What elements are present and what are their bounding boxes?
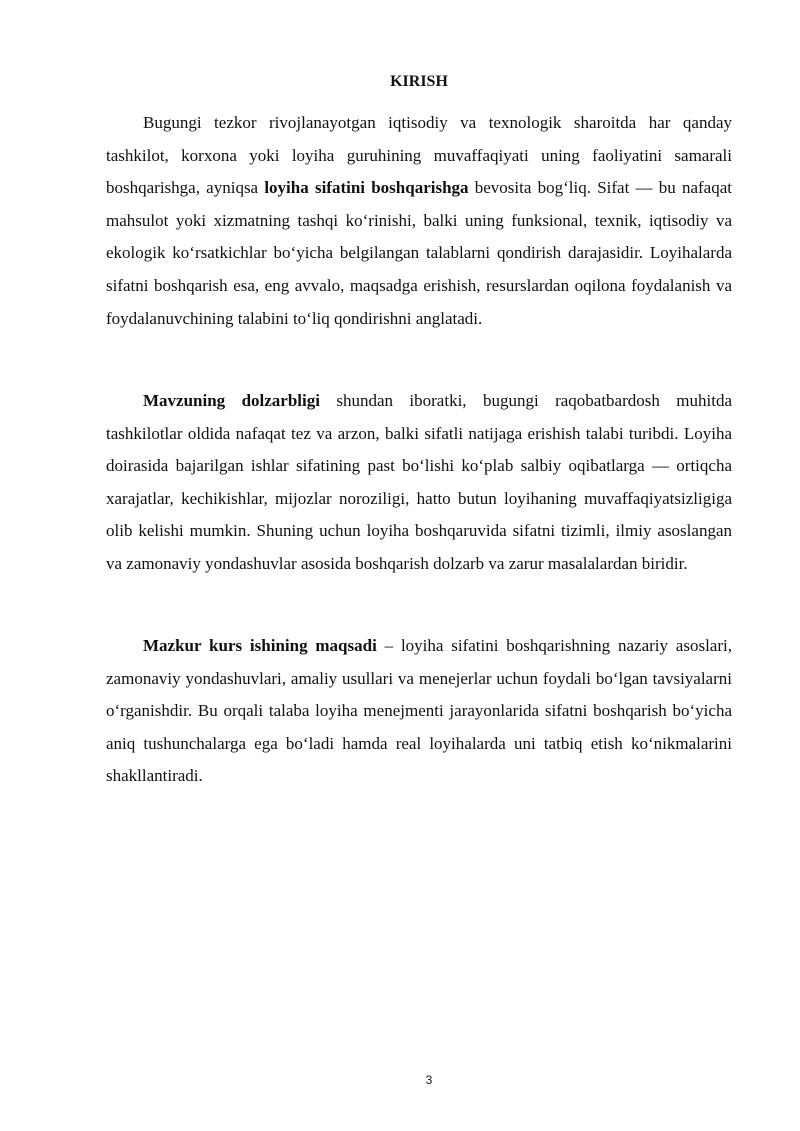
page-number: 3 <box>425 1073 433 1087</box>
paragraph-relevance <box>106 385 732 581</box>
paragraph-text: bevosita bog‘liq. Sifat — bu nafaqat mahsulot yoki xizmatning tashqi ko‘rinishi, balki uning funksional, texnik, iqtisodiy va ekologik ko‘rsatkichlar bo‘yicha belgilangan talablarni qondirish darajasidir. Loyihalarda sifatni boshqarish esa, eng avvalo, maqsadga erishish, resurslardan oqilona foydalanish va foydalanuvchining talabini to‘liq qondirishni anglatadi. <box>106 178 732 328</box>
emphasis-text: Mavzuning dolzarbligi <box>143 391 320 410</box>
paragraph-text: Bugungi tezkor rivojlanayotgan iqtisodiy va texnologik sharoitda har qanday tashkilot, korxona yoki loyiha guruhining muvaffaqiyati uning faoliyatini samarali boshqarishga, ayniqsa <box>106 113 732 198</box>
paragraph-text: shundan iboratki, bugungi raqobatbardosh muhitda tashkilotlar oldida nafaqat tez va arzon, balki sifatli natijaga erishish talabi turibdi. Loyiha doirasida bajarilgan ishlar sifatining past bo‘lishi ko‘plab salbiy oqibatlarga — ortiqcha xarajatlar, kechikishlar, mijozlar noroziligi, hatto butun loyihaning muvaffaqiyatsizligiga olib kelishi mumkin. Shuning uchun loyiha boshqaruvida sifatni tizimli, ilmiy asoslangan va zamonaviy yondashuvlar asosida boshqarish dolzarb va zarur masalalardan biridir. <box>106 391 732 573</box>
section-heading: KIRISH <box>390 73 448 90</box>
emphasis-text: loyiha sifatini boshqarishga <box>264 178 469 198</box>
paragraph-introduction <box>106 107 732 335</box>
emphasis-text: Mazkur kurs ishining maqsadi <box>143 636 377 655</box>
paragraph-goal <box>106 630 732 793</box>
document-page <box>106 0 732 1131</box>
paragraph-text: – loyiha sifatini boshqarishning nazariy asoslari, zamonaviy yondashuvlari, amaliy usullari va menejerlar uchun foydali bo‘lgan tavsiyalarni o‘rganishdir. Bu orqali talaba loyiha menejmenti jarayonlarida sifatni boshqarish bo‘yicha aniq tushunchalarga ega bo‘ladi hamda real loyihalarda uni tatbiq etish ko‘nikmalarini shakllantiradi. <box>106 636 732 786</box>
